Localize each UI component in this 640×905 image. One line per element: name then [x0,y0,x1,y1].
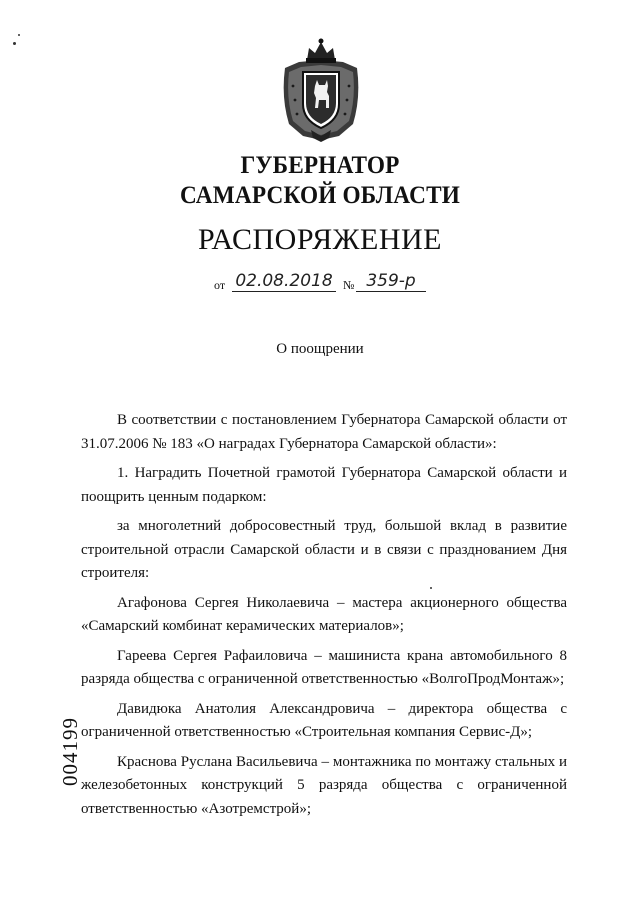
scan-speck [18,34,20,36]
number-value: 359-р [356,271,426,292]
scan-speck [13,42,16,45]
document-type: РАСПОРЯЖЕНИЕ [197,223,443,256]
date-label: от [214,278,226,292]
document-subject: О поощрении [276,341,364,357]
issuer-title-line1: ГУБЕРНАТОР [240,152,400,179]
body-paragraph: В соответствии с постановлением Губернатора Самарской области от 31.07.2006 № 183 «О наградах Губернатора Самарской области»: [81,412,567,452]
date-value: 02.08.2018 [232,271,336,292]
body-paragraph: Гареева Сергея Рафаиловича – машиниста крана автомобильного 8 разряда общества с ограниченной ответственностью «ВолгоПродМонтаж»; [81,647,567,687]
body-paragraph: Давидюка Анатолия Александровича – директора общества с ограниченной ответственностью «Строительная компания Сервис-Д»; [81,700,567,740]
body-paragraph: Агафонова Сергея Николаевича – мастера акционерного общества «Самарский комбинат керамических материалов»; [81,594,567,634]
number-label: № [343,278,355,292]
serial-number: 004199 [58,717,82,786]
body-paragraph: Краснова Руслана Васильевича – монтажника по монтажу стальных и железобетонных конструкций 5 разряда общества с ограниченной ответственностью «Азотремстрой»; [81,753,567,817]
body-paragraph: за многолетний добросовестный труд, большой вклад в развитие строительной отрасли Самарской области и в связи с празднованием Дня строителя: [81,518,567,581]
body-paragraph: 1. Наградить Почетной грамотой Губернатора Самарской области и поощрить ценным подарком: [81,465,567,505]
coat-of-arms-emblem [281,38,361,142]
issuer-title-line2: САМАРСКОЙ ОБЛАСТИ [179,182,461,209]
scan-speck [430,587,432,589]
document-body [81,409,567,827]
